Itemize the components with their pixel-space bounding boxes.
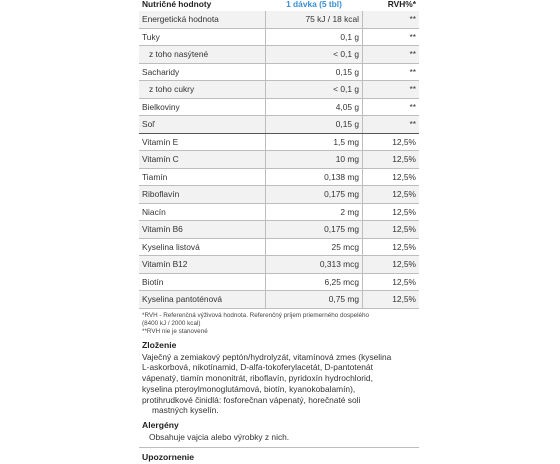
table-row (139, 98, 419, 116)
nutrient-amount: 0,138 mg (266, 168, 363, 186)
table-row (139, 256, 419, 274)
table-row (139, 203, 419, 221)
nutrient-rvh: 12,5% (363, 273, 420, 291)
nutrient-amount: 2 mg (266, 203, 363, 221)
nutrient-name: Sacharidy (139, 63, 266, 81)
allergens-text: Obsahuje vajcia alebo výrobky z nich. (149, 432, 290, 443)
nutrient-amount: 0,15 g (266, 116, 363, 134)
table-row (139, 11, 419, 28)
nutrient-name: z toho nasýtené (139, 46, 266, 64)
table-row (139, 81, 419, 99)
nutrient-name: Vitamín E (139, 133, 266, 151)
nutrient-name: Niacín (139, 203, 266, 221)
nutrient-rvh: 12,5% (363, 256, 420, 274)
table-row (139, 273, 419, 291)
header-serving: 1 dávka (5 tbl) (286, 0, 342, 9)
table-row (139, 238, 419, 256)
nutrient-name: Vitamín C (139, 151, 266, 169)
composition-line: kyselina pteroylmonoglutámová, biotín, kyanokobalamín), (142, 383, 356, 394)
nutrient-name: Soľ (139, 116, 266, 134)
nutrient-name: z toho cukry (139, 81, 266, 99)
composition-title: Zloženie (142, 339, 177, 350)
nutrient-rvh: 12,5% (363, 238, 420, 256)
table-row (139, 28, 419, 46)
nutrition-table (139, 0, 419, 309)
header-nutrition: Nutričné hodnoty (142, 0, 212, 9)
nutrient-amount: 75 kJ / 18 kcal (266, 11, 363, 28)
nutrient-amount: 0,1 g (266, 28, 363, 46)
nutrient-rvh: ** (363, 98, 420, 116)
nutrient-name: Tuky (139, 28, 266, 46)
nutrient-name: Energetická hodnota (139, 11, 266, 28)
note-rvh-not-set: **RVH nie je stanovené (142, 327, 208, 335)
table-notes (139, 309, 419, 336)
nutrient-rvh: ** (363, 81, 420, 99)
table-row (139, 291, 419, 309)
product-info-panel (139, 0, 419, 464)
note-reference-intake: (8400 kJ / 2000 kcal) (142, 319, 201, 327)
nutrient-amount: < 0,1 g (266, 46, 363, 64)
nutrient-rvh: 12,5% (363, 291, 420, 309)
nutrient-rvh: ** (363, 46, 420, 64)
nutrient-name: Riboflavín (139, 186, 266, 204)
nutrient-rvh: 12,5% (363, 203, 420, 221)
nutrient-rvh: ** (363, 11, 420, 28)
nutrient-rvh: ** (363, 63, 420, 81)
table-row (139, 168, 419, 186)
table-row (139, 133, 419, 151)
table-row (139, 63, 419, 81)
nutrient-amount: 1,5 mg (266, 133, 363, 151)
nutrient-rvh: 12,5% (363, 168, 420, 186)
nutrient-amount: 0,313 mcg (266, 256, 363, 274)
nutrient-amount: < 0,1 g (266, 81, 363, 99)
nutrient-name: Kyselina listová (139, 238, 266, 256)
table-row (139, 46, 419, 64)
nutrient-amount: 0,175 mg (266, 221, 363, 239)
composition-text (139, 352, 419, 417)
nutrient-amount: 0,75 mg (266, 291, 363, 309)
nutrient-rvh: ** (363, 116, 420, 134)
composition-line: Vaječný a zemiakový peptón/hydrolyzát, vitamínová zmes (kyselina (142, 351, 392, 362)
nutrient-name: Kyselina pantoténová (139, 291, 266, 309)
nutrient-amount: 0,15 g (266, 63, 363, 81)
nutrient-rvh: 12,5% (363, 151, 420, 169)
nutrient-name: Bielkoviny (139, 98, 266, 116)
nutrient-rvh: ** (363, 28, 420, 46)
nutrient-rvh: 12,5% (363, 186, 420, 204)
note-rvh-definition: *RVH - Referenčná výživová hodnota. Referenčný príjem priemerného dospelého (142, 311, 370, 319)
warning-title: Upozornenie (142, 452, 195, 463)
allergens-title: Alergény (142, 420, 179, 431)
nutrient-amount: 10 mg (266, 151, 363, 169)
nutrient-amount: 0,175 mg (266, 186, 363, 204)
nutrient-amount: 4,05 g (266, 98, 363, 116)
table-row (139, 221, 419, 239)
nutrient-name: Vitamín B12 (139, 256, 266, 274)
nutrient-amount: 25 mcg (266, 238, 363, 256)
nutrient-name: Biotín (139, 273, 266, 291)
nutrient-name: Tiamín (139, 168, 266, 186)
header-rvh: RVH%* (387, 0, 416, 9)
nutrition-table-body (139, 11, 419, 308)
nutrition-table-header (139, 0, 419, 11)
table-row (139, 186, 419, 204)
nutrient-name: Vitamín B6 (139, 221, 266, 239)
composition-line: L-askorbová, nikotínamid, D-alfa-tokoferylacetát, D-pantotenát (142, 362, 373, 373)
nutrient-amount: 6,25 mcg (266, 273, 363, 291)
table-row (139, 151, 419, 169)
table-row (139, 116, 419, 134)
nutrient-rvh: 12,5% (363, 133, 420, 151)
composition-line: protihrudkové činidlá: fosforečnan vápenatý, horečnaté soli (142, 394, 361, 405)
nutrient-rvh: 12,5% (363, 221, 420, 239)
composition-line: mastných kyselín. (152, 405, 219, 416)
composition-line: vápenatý, tiamín mononitrát, riboflavín, pyridoxín hydrochlorid, (142, 373, 373, 384)
